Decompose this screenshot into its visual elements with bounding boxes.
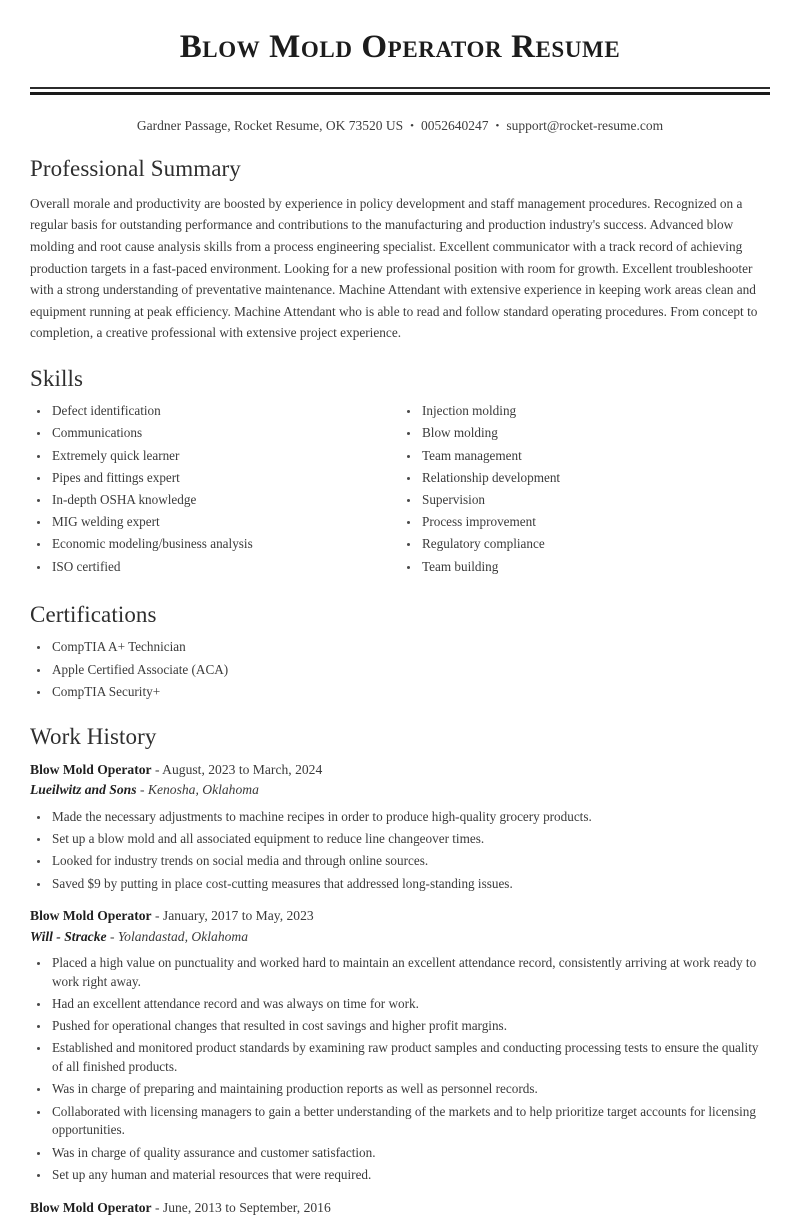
job-title: Blow Mold Operator xyxy=(30,1199,152,1215)
skills-column-left xyxy=(30,402,400,580)
job-company: Will - Stracke xyxy=(30,928,107,944)
section-heading-certifications: Certifications xyxy=(30,601,157,627)
section-heading-work-history: Work History xyxy=(30,723,157,749)
divider-thick-line xyxy=(30,92,770,95)
job-title: Blow Mold Operator xyxy=(30,762,152,778)
resume-title: Blow Mold Operator Resume xyxy=(179,29,621,65)
list-item: Was in charge of quality assurance and customer satisfaction. xyxy=(30,1144,770,1163)
list-item: CompTIA Security+ xyxy=(30,683,770,702)
professional-summary-text: Overall morale and productivity are boosted by experience in policy development and staff management procedures. Recognized on a regular basis for outstanding performance and contributions to the manufacturing and production industry's success. Advanced blow molding and root cause analysis skills from a process engineering specialist. Excellent communicator with a track record of achieving production targets in a fast-paced environment. Looking for a new professional position with room for growth. Excellent troubleshooter with a strong understanding of preventative maintenance. Machine Attendant with extensive experience in keeping work areas clean and equipment running at peak efficiency. Machine Attendant who is able to read and follow standard operating procedures. From concept to completion, a creative professional with extensive project experience. xyxy=(30,195,758,341)
list-item: ISO certified xyxy=(30,558,400,577)
job-dates: January, 2017 to May, 2023 xyxy=(162,908,314,924)
list-item: Team management xyxy=(400,447,770,466)
list-item: CompTIA A+ Technician xyxy=(30,638,770,657)
list-item: Relationship development xyxy=(400,469,770,488)
list-item: Injection molding xyxy=(400,402,770,421)
list-item: Had an excellent attendance record and was always on time for work. xyxy=(30,995,770,1014)
skills-list-right xyxy=(400,402,770,576)
job-dates: August, 2023 to March, 2024 xyxy=(162,762,323,778)
list-item: Apple Certified Associate (ACA) xyxy=(30,661,770,680)
skills-column-right xyxy=(400,402,770,580)
list-item: Defect identification xyxy=(30,402,400,421)
list-item: Saved $9 by putting in place cost-cutting measures that addressed long-standing issues. xyxy=(30,875,770,894)
list-item: Regulatory compliance xyxy=(400,535,770,554)
job-company: Lueilwitz and Sons xyxy=(30,782,137,798)
list-item: Established and monitored product standards by examining raw product samples and conducting processing tests to ensure the quality of all finished products. xyxy=(30,1039,770,1076)
job-bullets-list xyxy=(30,954,770,1185)
job-separator: - xyxy=(154,1199,160,1215)
job-separator: - xyxy=(154,908,160,924)
job-bullets-list xyxy=(30,808,770,893)
contact-phone[interactable]: 0052640247 xyxy=(420,117,489,133)
skills-columns xyxy=(30,402,770,580)
section-work-history xyxy=(30,724,770,1218)
work-history-entry xyxy=(30,906,770,1184)
skills-list-left xyxy=(30,402,400,576)
list-item: Extremely quick learner xyxy=(30,447,400,466)
job-company-line xyxy=(30,927,770,947)
list-item: Pushed for operational changes that resulted in cost savings and higher profit margins. xyxy=(30,1017,770,1036)
list-item: Made the necessary adjustments to machine recipes in order to produce high-quality grocery products. xyxy=(30,808,770,827)
header-divider xyxy=(30,87,770,95)
job-dates: June, 2013 to September, 2016 xyxy=(162,1199,331,1215)
list-item: MIG welding expert xyxy=(30,513,400,532)
job-location: Kenosha, Oklahoma xyxy=(147,782,259,798)
list-item: Process improvement xyxy=(400,513,770,532)
contact-email[interactable]: support@rocket-resume.com xyxy=(506,117,664,133)
list-item: Placed a high value on punctuality and worked hard to maintain an excellent attendance record, consistently arriving at work ready to work right away. xyxy=(30,954,770,991)
job-title-line xyxy=(30,1198,770,1218)
list-item: Economic modeling/business analysis xyxy=(30,535,400,554)
job-company-separator: - xyxy=(109,928,115,944)
section-heading-skills: Skills xyxy=(30,365,84,391)
section-skills xyxy=(30,366,770,580)
list-item: Set up a blow mold and all associated equipment to reduce line changeover times. xyxy=(30,830,770,849)
job-title-line xyxy=(30,760,770,780)
certifications-list xyxy=(30,638,770,701)
list-item: Communications xyxy=(30,424,400,443)
list-item: Set up any human and material resources that were required. xyxy=(30,1166,770,1185)
job-company-line xyxy=(30,780,770,800)
list-item: In-depth OSHA knowledge xyxy=(30,491,400,510)
job-location: Yolandastad, Oklahoma xyxy=(117,928,249,944)
list-item: Supervision xyxy=(400,491,770,510)
list-item: Team building xyxy=(400,558,770,577)
list-item: Was in charge of preparing and maintaining production reports as well as personnel records. xyxy=(30,1080,770,1099)
section-professional-summary xyxy=(30,156,770,343)
contact-separator-1: • xyxy=(410,119,414,132)
job-title: Blow Mold Operator xyxy=(30,908,152,924)
section-certifications xyxy=(30,602,770,702)
list-item: Looked for industry trends on social media and through online sources. xyxy=(30,852,770,871)
job-separator: - xyxy=(154,762,160,778)
work-history-entry xyxy=(30,1198,770,1218)
resume-header xyxy=(30,0,770,134)
list-item: Collaborated with licensing managers to gain a better understanding of the markets and to help prioritize target accounts for licensing opportunities. xyxy=(30,1103,770,1140)
contact-line xyxy=(30,117,770,135)
work-history-entry xyxy=(30,760,770,893)
list-item: Pipes and fittings expert xyxy=(30,469,400,488)
job-title-line xyxy=(30,906,770,926)
contact-separator-2: • xyxy=(495,119,500,132)
job-company-separator: - xyxy=(139,782,145,798)
section-heading-professional-summary: Professional Summary xyxy=(30,156,241,182)
list-item: Blow molding xyxy=(400,424,770,443)
contact-address: Gardner Passage, Rocket Resume, OK 73520 US xyxy=(136,117,404,133)
